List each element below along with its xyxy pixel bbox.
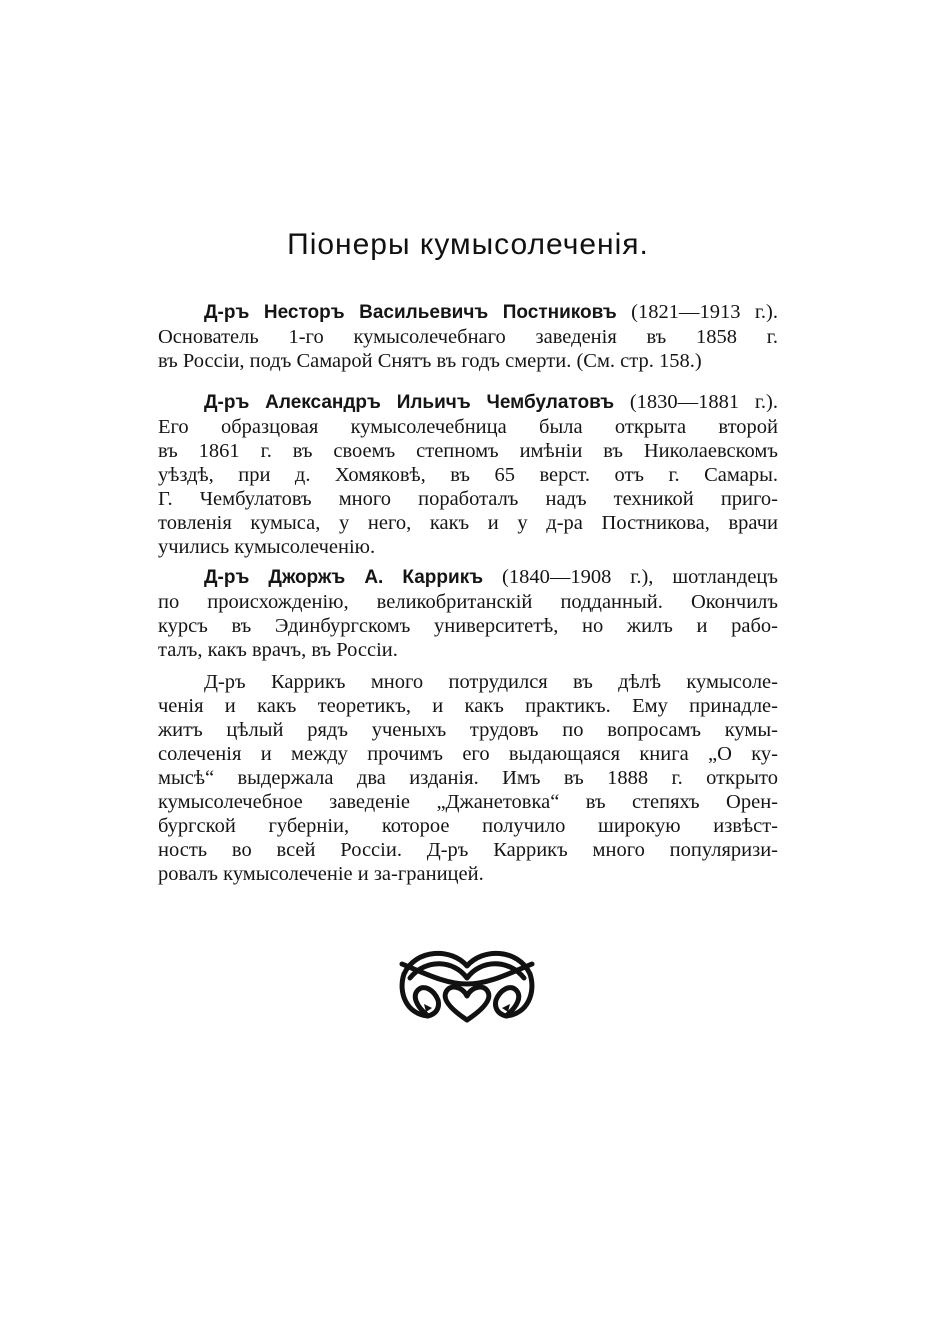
entry-first-line (158, 300, 778, 325)
entry-line: учились кумысолеченію. (158, 536, 376, 558)
entry-line: курсъ въ Эдинбургскомъ университетѣ, но жилъ и рабо- (158, 615, 778, 637)
entry-first-line (158, 565, 778, 590)
paragraph-line: ность во всей Россіи. Д-ръ Каррикъ много популяризи- (158, 839, 778, 861)
paragraph-line: мысѣ“ выдержала два изданія. Имъ въ 1888 г. открыто (158, 767, 778, 789)
entry-line: въ Россіи, подъ Самарой Снятъ въ годъ смерти. (См. стр. 158.) (158, 350, 702, 372)
entry-line: талъ, какъ врачъ, въ Россіи. (158, 639, 398, 661)
entry-line: въ 1861 г. въ своемъ степномъ имѣніи въ Николаевскомъ (158, 440, 778, 462)
entry-name: Д-ръ Александръ Ильичъ Чембулатовъ (204, 392, 615, 413)
entry-name: Д-ръ Джоржъ А. Каррикъ (204, 567, 484, 588)
paragraph-line: бургской губерніи, которое получило широкую извѣст- (158, 815, 778, 837)
paragraph-line: ченія и какъ теоретикъ, и какъ практикъ. Ему принадле- (158, 695, 778, 717)
entry-chembulatov (158, 390, 778, 559)
paragraph-line: кумысолечебное заведеніе „Джанетовка“ въ степяхъ Орен- (158, 791, 778, 813)
entry-postnikov (158, 300, 778, 373)
paragraph-line: Д-ръ Каррикъ много потрудился въ дѣлѣ кумысоле- (204, 671, 778, 693)
paragraph-line: житъ цѣлый рядъ ученыхъ трудовъ по вопросамъ кумы- (158, 719, 778, 741)
entry-dates: (1840—1908 г.), шотландецъ (483, 566, 778, 588)
paragraph-line: солеченія и между прочимъ его выдающаяся книга „О ку- (158, 743, 778, 765)
entry-dates: (1821—1913 г.). (616, 301, 779, 323)
entry-line: по происхожденію, великобританскій подданный. Окончилъ (158, 591, 778, 613)
entry-line: уѣздѣ, при д. Хомяковѣ, въ 65 верст. отъ г. Самары. (158, 464, 778, 486)
entry-line: товленія кумыса, у него, какъ и у д-ра Постникова, врачи (158, 512, 778, 534)
entry-name: Д-ръ Несторъ Васильевичъ Постниковъ (204, 302, 617, 323)
entry-line: Г. Чембулатовъ много поработалъ надъ техникой приго- (158, 488, 778, 510)
entry-line: Основатель 1-го кумысолечебнаго заведенія въ 1858 г. (158, 326, 778, 348)
paragraph-line: ровалъ кумысолеченіе и за-границей. (158, 863, 484, 885)
carrick-paragraph (158, 670, 778, 886)
entry-first-line (158, 390, 778, 415)
celtic-knot-ornament-icon (396, 944, 538, 1024)
entry-line: Его образцовая кумысолечебница была открыта второй (158, 416, 778, 438)
entry-carrick (158, 565, 778, 662)
entry-dates: (1830—1881 г.). (614, 391, 778, 413)
page-title: Піонеры кумысолеченія. (287, 228, 649, 261)
